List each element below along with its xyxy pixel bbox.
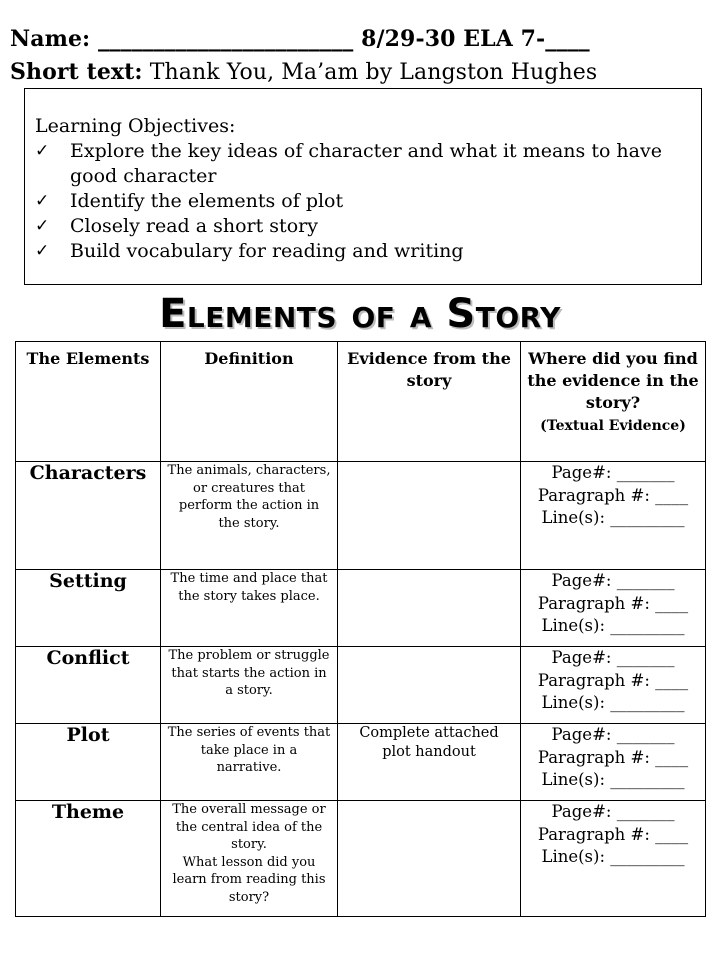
evidence-cell[interactable] bbox=[338, 570, 521, 647]
name-date-line bbox=[10, 26, 590, 52]
objective-text: Identify the elements of plot bbox=[70, 190, 344, 212]
objectives-heading: Learning Objectives: bbox=[35, 115, 236, 137]
page-blank[interactable]: Page#: _______ bbox=[551, 571, 675, 590]
checkmark-icon: ✓ bbox=[35, 191, 50, 211]
table-row bbox=[16, 570, 706, 647]
header-where-note: (Textual Evidence) bbox=[540, 418, 686, 434]
lines-blank[interactable]: Line(s): _________ bbox=[541, 847, 685, 866]
learning-objectives-box bbox=[24, 88, 702, 285]
checkmark-icon: ✓ bbox=[35, 141, 50, 161]
page-blank[interactable]: Page#: _______ bbox=[551, 648, 675, 667]
lines-blank[interactable]: Line(s): _________ bbox=[541, 508, 685, 527]
evidence-cell[interactable] bbox=[338, 647, 521, 724]
table-row bbox=[16, 801, 706, 917]
element-name: Plot bbox=[16, 724, 161, 801]
objective-item bbox=[35, 239, 685, 264]
short-text-label: Short text: bbox=[10, 59, 143, 85]
objective-text: Closely read a short story bbox=[70, 215, 318, 237]
short-text-line bbox=[10, 59, 597, 85]
element-name: Theme bbox=[16, 801, 161, 917]
header-where-text: Where did you find the evidence in the story? bbox=[527, 349, 699, 412]
header-where bbox=[521, 342, 706, 462]
objective-item bbox=[35, 189, 685, 214]
element-definition: The time and place that the story takes place. bbox=[161, 570, 338, 647]
page-blank[interactable]: Page#: _______ bbox=[551, 802, 675, 821]
table-row bbox=[16, 462, 706, 570]
element-name: Conflict bbox=[16, 647, 161, 724]
definition-question: What lesson did you learn from reading this story? bbox=[172, 854, 326, 905]
paragraph-blank[interactable]: Paragraph #: ____ bbox=[537, 485, 689, 505]
textual-evidence-cell bbox=[521, 570, 706, 647]
element-name: Characters bbox=[16, 462, 161, 570]
name-blank: _______________________ bbox=[98, 26, 354, 52]
objective-item bbox=[35, 214, 685, 239]
paragraph-blank[interactable]: Paragraph #: ____ bbox=[537, 593, 689, 613]
header-elements: The Elements bbox=[16, 342, 161, 462]
textual-evidence-cell bbox=[521, 801, 706, 917]
element-definition: The animals, characters, or creatures that perform the action in the story. bbox=[161, 462, 338, 570]
element-name: Setting bbox=[16, 570, 161, 647]
page-title: Elements of a Story bbox=[159, 291, 561, 337]
table-row bbox=[16, 647, 706, 724]
page-blank[interactable]: Page#: _______ bbox=[551, 463, 675, 482]
checkmark-icon: ✓ bbox=[35, 216, 50, 236]
header-evidence: Evidence from the story bbox=[338, 342, 521, 462]
header-definition: Definition bbox=[161, 342, 338, 462]
evidence-cell[interactable] bbox=[338, 462, 521, 570]
date-class: 8/29-30 ELA 7-____ bbox=[361, 26, 590, 52]
paragraph-blank[interactable]: Paragraph #: ____ bbox=[537, 747, 689, 767]
definition-text: The overall message or the central idea of the story. bbox=[172, 802, 326, 852]
evidence-cell[interactable]: Complete attached plot handout bbox=[338, 724, 521, 801]
page-blank[interactable]: Page#: _______ bbox=[551, 725, 675, 744]
paragraph-blank[interactable]: Paragraph #: ____ bbox=[537, 670, 689, 690]
evidence-cell[interactable] bbox=[338, 801, 521, 917]
objectives-list bbox=[35, 139, 685, 264]
objective-text: Explore the key ideas of character and what it means to have good character bbox=[70, 140, 662, 187]
table-row bbox=[16, 724, 706, 801]
textual-evidence-cell bbox=[521, 647, 706, 724]
element-definition: The problem or struggle that starts the action in a story. bbox=[161, 647, 338, 724]
textual-evidence-cell bbox=[521, 724, 706, 801]
objective-item bbox=[35, 139, 685, 189]
objective-text: Build vocabulary for reading and writing bbox=[70, 240, 464, 262]
checkmark-icon: ✓ bbox=[35, 241, 50, 261]
textual-evidence-cell bbox=[521, 462, 706, 570]
lines-blank[interactable]: Line(s): _________ bbox=[541, 616, 685, 635]
name-label: Name: bbox=[10, 26, 91, 52]
element-definition bbox=[161, 801, 338, 917]
elements-table bbox=[15, 341, 706, 917]
short-text-value: Thank You, Ma’am by Langston Hughes bbox=[149, 60, 598, 85]
lines-blank[interactable]: Line(s): _________ bbox=[541, 770, 685, 789]
table-header-row bbox=[16, 342, 706, 462]
element-definition: The series of events that take place in a narrative. bbox=[161, 724, 338, 801]
paragraph-blank[interactable]: Paragraph #: ____ bbox=[537, 824, 689, 844]
lines-blank[interactable]: Line(s): _________ bbox=[541, 693, 685, 712]
